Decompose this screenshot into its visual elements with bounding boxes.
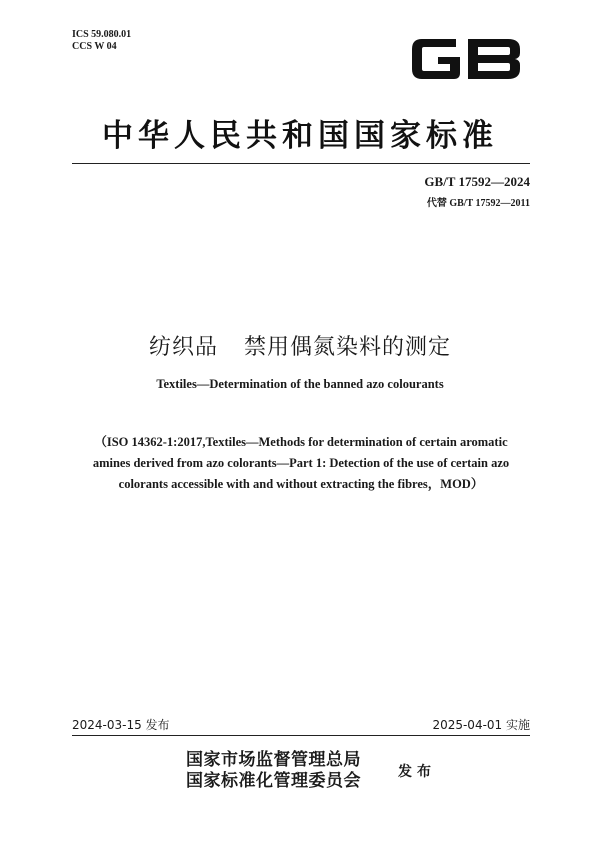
iso-reference [74,432,528,495]
publisher-line1: 国家市场监督管理总局 [186,750,361,770]
chinese-title-part2: 禁用偶氮染料的测定 [244,335,452,360]
header-divider [72,163,530,164]
issue-date: 2024-03-15 发布 [72,718,170,732]
publish-label: 发布 [398,764,436,780]
standard-code: GB/T 17592—2024 [424,174,530,189]
publisher-names [186,750,361,792]
english-title: Textiles—Determination of the banned azo colourants [156,377,444,391]
implementation-date: 2025-04-01 实施 [432,718,530,732]
ccs-code: CCS W 04 [72,41,117,52]
ics-code: ICS 59.080.01 [72,29,132,40]
gb-logo-icon [408,33,524,85]
iso-reference-line3: colorants accessible with and without extracting the fibres，MOD） [118,477,484,491]
iso-reference-line2: amines derived from azo colorants—Part 1: Detection of the use of certain azo [92,456,510,470]
iso-reference-line1: （ISO 14362-1:2017,Textiles—Methods for determination of certain aromatic [94,435,508,449]
chinese-title [0,330,600,361]
footer-divider [72,735,530,736]
standard-title: 中华人民共和国国家标准 [102,118,498,154]
replaces-note: 代替 GB/T 17592—2011 [426,198,530,209]
classification-codes [72,29,131,53]
chinese-title-part1: 纺织品 [148,335,218,360]
publisher-line2: 国家标准化管理委员会 [186,771,361,791]
